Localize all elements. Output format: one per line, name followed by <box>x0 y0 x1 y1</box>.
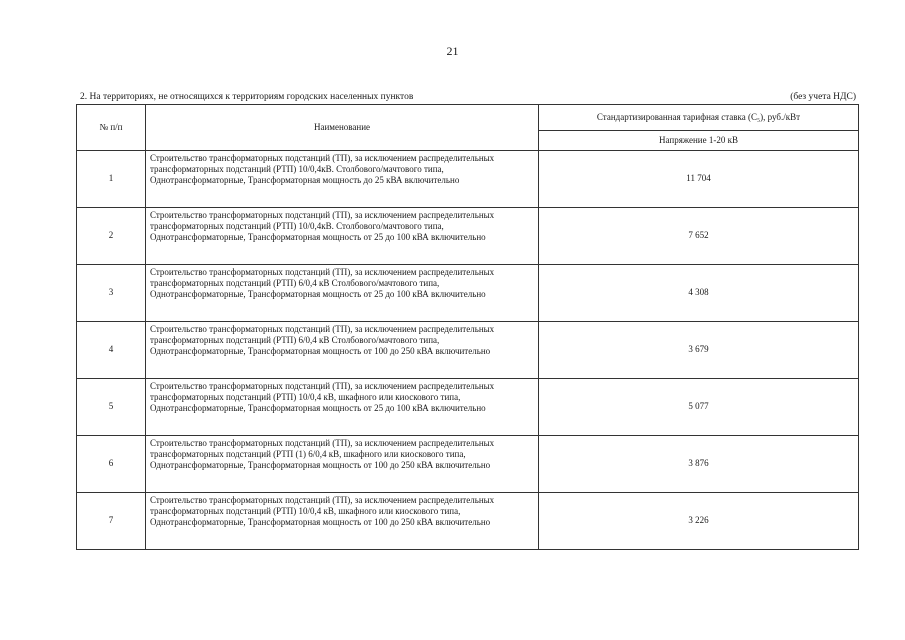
row-name: Строительство трансформаторных подстанций (ТП), за исключением распределительных трансформаторных подстанций (РТП) 6/0,4 кВ Столбового/мачтового типа, Однотрансформаторные, Трансформаторная мощность от 25 до 100 кВА включительно <box>146 265 539 322</box>
row-name: Строительство трансформаторных подстанций (ТП), за исключением распределительных трансформаторных подстанций (РТП) 10/0,4кВ. Столбового/мачтового типа, Однотрансформаторные, Трансформаторная мощность от 25 до 100 кВА включительно <box>146 208 539 265</box>
row-rate: 11 704 <box>539 151 859 208</box>
tariff-table <box>76 104 859 550</box>
row-rate: 5 077 <box>539 379 859 436</box>
table-row <box>77 493 859 550</box>
header-name: Наименование <box>146 105 539 151</box>
row-number: 6 <box>77 436 146 493</box>
row-number: 1 <box>77 151 146 208</box>
table-row <box>77 379 859 436</box>
row-number: 5 <box>77 379 146 436</box>
row-rate: 3 876 <box>539 436 859 493</box>
row-rate: 3 226 <box>539 493 859 550</box>
header-row <box>77 105 859 131</box>
row-name: Строительство трансформаторных подстанций (ТП), за исключением распределительных трансформаторных подстанций (РТП (1) 6/0,4 кВ, шкафного или киоскового типа, Однотрансформаторные, Трансформаторная мощность от 100 до 250 кВА включительно <box>146 436 539 493</box>
row-name: Строительство трансформаторных подстанций (ТП), за исключением распределительных трансформаторных подстанций (РТП) 10/0,4 кВ, шкафного или киоскового типа, Однотрансформаторные, Трансформаторная мощность от 25 до 100 кВА включительно <box>146 379 539 436</box>
row-number: 3 <box>77 265 146 322</box>
row-rate: 4 308 <box>539 265 859 322</box>
row-rate: 3 679 <box>539 322 859 379</box>
row-rate: 7 652 <box>539 208 859 265</box>
page-number: 21 <box>446 44 459 58</box>
table-row <box>77 265 859 322</box>
header-rate: Стандартизированная тарифная ставка (C₅), руб./кВт <box>539 105 859 131</box>
row-number: 2 <box>77 208 146 265</box>
table-row <box>77 322 859 379</box>
row-number: 7 <box>77 493 146 550</box>
row-name: Строительство трансформаторных подстанций (ТП), за исключением распределительных трансформаторных подстанций (РТП) 10/0,4кВ. Столбового/мачтового типа, Однотрансформаторные, Трансформаторная мощность до 25 кВА включительно <box>146 151 539 208</box>
header-voltage: Напряжение 1-20 кВ <box>539 131 859 151</box>
table-row <box>77 208 859 265</box>
table-row <box>77 436 859 493</box>
header-number: № п/п <box>77 105 146 151</box>
row-name: Строительство трансформаторных подстанций (ТП), за исключением распределительных трансформаторных подстанций (РТП) 10/0,4 кВ, шкафного или киоскового типа, Однотрансформаторные, Трансформаторная мощность от 100 до 250 кВА включительно <box>146 493 539 550</box>
row-name: Строительство трансформаторных подстанций (ТП), за исключением распределительных трансформаторных подстанций (РТП) 6/0,4 кВ Столбового/мачтового типа, Однотрансформаторные, Трансформаторная мощность от 100 до 250 кВА включительно <box>146 322 539 379</box>
caption-vat-note: (без учета НДС) <box>790 92 856 102</box>
row-number: 4 <box>77 322 146 379</box>
table-row <box>77 151 859 208</box>
caption-territory: 2. На территориях, не относящихся к территориям городских населенных пунктов <box>80 92 414 102</box>
